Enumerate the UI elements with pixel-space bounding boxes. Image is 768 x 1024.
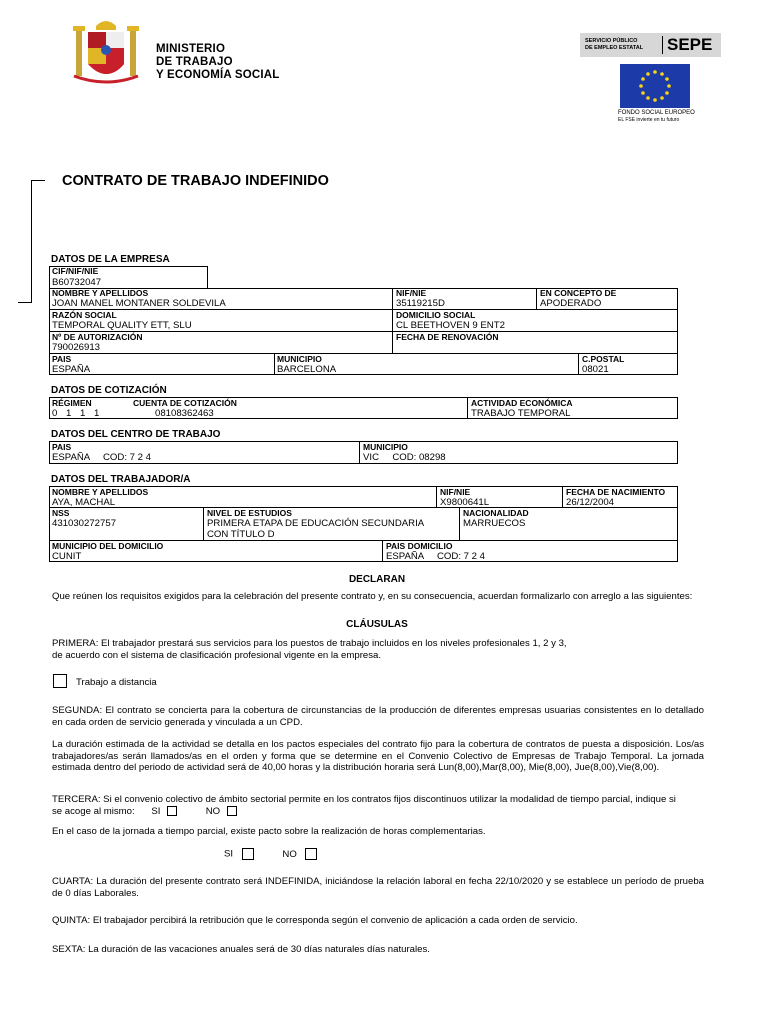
autorizacion-value: 790026913 (52, 342, 101, 353)
jornada-no-label: NO (282, 848, 297, 860)
intro-paragraph: Que reúnen los requisitos exigidos para la celebración del presente contrato y, en su consecuencia, acuerdan formalizarlo con arreglo a las siguientes: (52, 591, 693, 602)
autorizacion-label: Nº DE AUTORIZACIÓN (52, 332, 143, 342)
jornada-line: En el caso de la jornada a tiempo parcial, existe pacto sobre la realización de horas complementarias. (52, 826, 486, 837)
actividad-value: TRABAJO TEMPORAL (471, 408, 571, 419)
page-title: CONTRATO DE TRABAJO INDEFINIDO (62, 173, 329, 189)
trab-estudios-label: NIVEL DE ESTUDIOS (207, 508, 292, 518)
margin-bracket-bottom (18, 302, 32, 303)
trab-nacimiento-value: 26/12/2004 (566, 497, 615, 508)
nif-value: 35119215D (396, 298, 445, 309)
segunda-paragraph: SEGUNDA: El contrato se concierta para la cobertura de circunstancias de la producción de diferentes empresas usuarias consistentes en lo detallado en cada orden de servicio generada y vinculada a un CPD. (52, 705, 704, 728)
centro-pais-value: ESPAÑA COD: 7 2 4 (52, 452, 151, 463)
cuenta-label: CUENTA DE COTIZACIÓN (133, 398, 237, 408)
section-cotizacion: DATOS DE COTIZACIÓN (51, 385, 167, 396)
section-trabajador: DATOS DEL TRABAJADOR/A (51, 474, 191, 485)
trab-estudios-value-2: CON TÍTULO D (207, 529, 275, 540)
trab-paisdom-value: ESPAÑA COD: 7 2 4 (386, 551, 485, 562)
primera-line-2: de acuerdo con el sistema de clasificación profesional vigente en la empresa. (52, 650, 382, 661)
tercera-si-label: SI (151, 806, 161, 817)
trab-nif-value: X9800641L (440, 497, 490, 508)
tercera-no-label: NO (205, 806, 221, 817)
cpostal-value: 08021 (582, 364, 609, 375)
actividad-label: ACTIVIDAD ECONÓMICA (471, 398, 573, 408)
distancia-label: Trabajo a distancia (76, 677, 157, 688)
trab-nacionalidad-value: MARRUECOS (463, 518, 526, 529)
section-centro: DATOS DEL CENTRO DE TRABAJO (51, 429, 221, 440)
cif-label: CIF/NIF/NIE (52, 266, 99, 276)
municipio-value: BARCELONA (277, 364, 337, 375)
ministry-name: MINISTERIO DE TRABAJO Y ECONOMÍA SOCIAL (156, 43, 280, 81)
razon-label: RAZÓN SOCIAL (52, 310, 117, 320)
cuenta-value: 08108362463 (155, 408, 214, 419)
domicilio-value: CL BEETHOVEN 9 ENT2 (396, 320, 505, 331)
trab-nss-label: NSS (52, 508, 70, 518)
razon-value: TEMPORAL QUALITY ETT, SLU (52, 320, 192, 331)
fse-caption: FONDO SOCIAL EUROPEO EL FSE invierte en tu futuro (618, 110, 695, 123)
quinta-line: QUINTA: El trabajador percibirá la retribución que le corresponda según el convenio de aplicación a cada orden de servicio. (52, 915, 578, 926)
trab-municipio-value: CUNIT (52, 551, 82, 562)
trab-nombre-value: AYA, MACHAL (52, 497, 116, 508)
distancia-checkbox[interactable] (53, 674, 67, 688)
tercera-si-checkbox[interactable] (167, 806, 177, 816)
trab-nacionalidad-label: NACIONALIDAD (463, 508, 529, 518)
sepe-logo: SERVICIO PÚBLICO DE EMPLEO ESTATAL SEPE (580, 33, 721, 57)
regimen-value: 0 1 1 1 (52, 408, 100, 419)
eu-flag-icon (620, 64, 690, 108)
trab-nombre-label: NOMBRE Y APELLIDOS (52, 487, 149, 497)
regimen-label: RÉGIMEN (52, 398, 92, 408)
nif-label: NIF/NIE (396, 288, 427, 298)
trab-paisdom-label: PAIS DOMICILIO (386, 541, 453, 551)
section-empresa: DATOS DE LA EMPRESA (51, 254, 170, 265)
nombre-label: NOMBRE Y APELLIDOS (52, 288, 149, 298)
renovacion-label: FECHA DE RENOVACIÓN (396, 332, 499, 342)
declaran-heading: DECLARAN (348, 574, 406, 585)
centro-municipio-label: MUNICIPIO (363, 442, 408, 452)
tercera-line-1: TERCERA: Si el convenio colectivo de ámbito sectorial permite en los contratos fijos discontinuos utilizar la modalidad de tiempo parcial, indique si (52, 794, 676, 805)
trab-municipio-label: MUNICIPIO DEL DOMICILIO (52, 541, 164, 551)
coat-of-arms-logo (70, 16, 142, 90)
pais-value: ESPAÑA (52, 364, 91, 375)
trab-estudios-value-1: PRIMERA ETAPA DE EDUCACIÓN SECUNDARIA (207, 518, 425, 529)
sexta-line: SEXTA: La duración de las vacaciones anuales será de 30 días naturales días naturales. (52, 944, 430, 955)
tercera-line-2: se acoge al mismo: (52, 806, 135, 817)
municipio-label: MUNICIPIO (277, 354, 322, 364)
cpostal-label: C.POSTAL (582, 354, 625, 364)
cuarta-paragraph: CUARTA: La duración del presente contrato será INDEFINIDA, iniciándose la relación laboral en fecha 22/10/2020 y se establece un período de prueba de 0 días Laborales. (52, 876, 704, 899)
centro-municipio-value: VIC COD: 08298 (363, 452, 446, 463)
jornada-si-label: SI (224, 848, 234, 860)
tercera-row (52, 806, 237, 817)
concepto-label: EN CONCEPTO DE (540, 288, 617, 298)
concepto-value: APODERADO (540, 298, 602, 309)
margin-bracket (31, 180, 32, 302)
primera-line-1: PRIMERA: El trabajador prestará sus servicios para los puestos de trabajo incluidos en los niveles profesionales 1, 2 y 3, (52, 638, 567, 649)
jornada-options (224, 848, 317, 860)
margin-bracket-top (31, 180, 45, 181)
clausulas-heading: CLÁUSULAS (346, 619, 408, 630)
duracion-paragraph: La duración estimada de la actividad se detalla en los pactos especiales del contrato fijo para la cobertura de contratos de puesta a disposición. Los/as trabajadores/as serán llamados/as en el orden y forma que se determine en el Convenio Colectivo de Empresas de Trabajo Temporal. La jornada estimada dentro del periodo de actividad será de 40,00 horas y la distribución horaria será Lun(8,00),Mar(8,00), Mie(8,00), Jue(8,00),Vie(8,00). (52, 739, 704, 773)
trab-nss-value: 431030272757 (52, 518, 117, 529)
jornada-no-checkbox[interactable] (305, 848, 317, 860)
jornada-si-checkbox[interactable] (242, 848, 254, 860)
trab-nif-label: NIF/NIE (440, 487, 471, 497)
domicilio-label: DOMICILIO SOCIAL (396, 310, 476, 320)
pais-label: PAIS (52, 354, 72, 364)
nombre-value: JOAN MANEL MONTANER SOLDEVILA (52, 298, 226, 309)
trab-nacimiento-label: FECHA DE NACIMIENTO (566, 487, 666, 497)
tercera-no-checkbox[interactable] (227, 806, 237, 816)
cif-value: B60732047 (52, 277, 102, 288)
centro-pais-label: PAIS (52, 442, 72, 452)
